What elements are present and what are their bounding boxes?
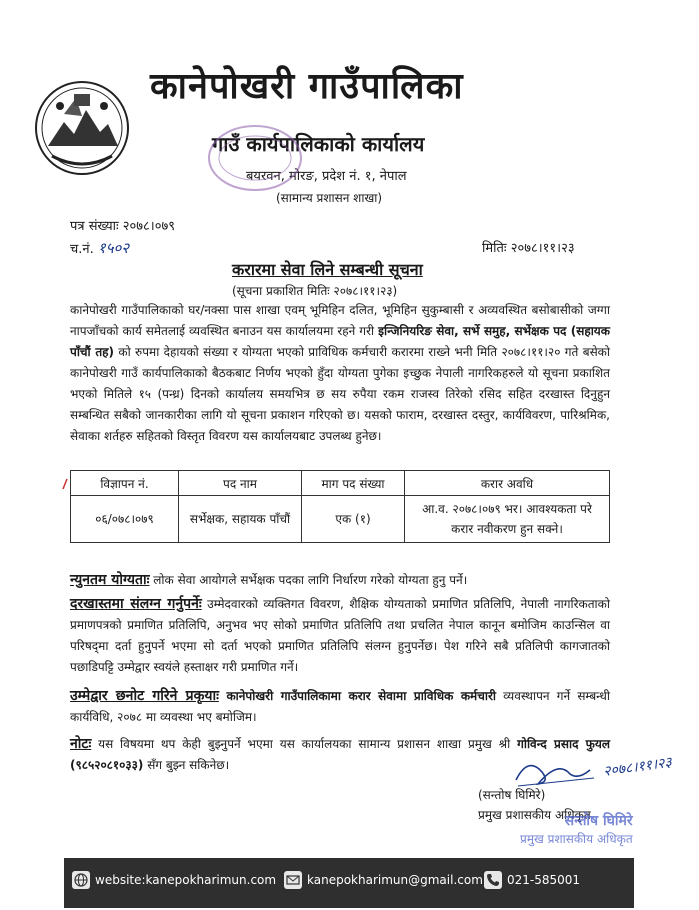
footer-phone — [484, 871, 580, 889]
section-text: उम्मेदवारको व्यक्तिगत विवरण, शैक्षिक योग्यताको प्रमाणित प्रतिलिपि, नेपाली नागरिकताको प्रमाणपत्रको प्रमाणित प्रतिलिपि, अनुभव भए सोको प्रमाणित प्रतिलिपि तथा प्रचलित नेपाल कानून बमोजिम काउन्सिल वा परिषद्‌मा दर्ता हुनुपर्ने भएमा सो दर्ता भएको प्रमाणित प्रतिलिपि संलग्न हुनुपर्नेछ। पेश गरिने सबै प्रतिलिपी कागजातको पछाडिपट्टि उम्मेद्वार स्वयंले हस्ताक्षर गरी प्रमाणित गर्ने। — [70, 597, 610, 674]
dispatch-number — [70, 238, 129, 258]
section-heading: उम्मेद्वार छनोट गरिने प्रकृयाः — [70, 688, 219, 704]
office-address: बयरवन, मोरङ, प्रदेश नं. १, नेपाल — [246, 169, 407, 184]
table-header-cell: करार अवधि — [405, 471, 610, 496]
globe-icon — [72, 871, 90, 889]
section-text: सँग बुझ्न सकिनेछ। — [143, 758, 230, 772]
attachments-section — [70, 594, 610, 678]
contact-person: गोविन्द प्रसाद फुयल (९८५२०८१०३३) — [70, 737, 610, 772]
table-cell: ०६/०७८।०७९ — [71, 496, 179, 543]
table-cell: सर्भेक्षक, सहायक पाँचौं — [179, 496, 302, 543]
body-text-a: कानेपोखरी गाउँपालिकाको घर/नक्सा पास शाखा एवम् भूमिहिन दलित, भूमिहिन सुकुम्बासी र अव्यवस्थित बसोबासीको जग्गा नापजाँचको कार्य समेतलाई व्यवस्थित बनाउन यस कार्यालयमा रहने गरी — [70, 303, 610, 338]
body-text-bold: इन्जिनियरिङ सेवा, सर्भे समुह, सर्भेक्षक पद (सहायक पाँचौं तह) — [70, 324, 610, 359]
section-heading: न्युनतम योग्यताः — [70, 572, 150, 588]
envelope-icon — [284, 871, 302, 889]
stamp-name: सन्तोष घिमिरे — [564, 813, 633, 829]
section-text: व्यवस्थापन गर्ने सम्बन्धी कार्यविधि, २०७८ मा व्यवस्था भए बमोजिम। — [70, 689, 610, 724]
section-heading: नोटः — [70, 736, 92, 752]
website-link[interactable]: website:kanepokharimun.com — [95, 873, 277, 887]
date-label: मितिः — [482, 241, 507, 256]
email-link[interactable]: kanepokharimun@gmail.com — [307, 873, 483, 887]
dispatch-label: च.नं. — [70, 242, 94, 257]
body-text-b: को रुपमा देहायको संख्या र योग्यता भएको प्राविधिक कर्मचारी करारमा राख्ने भनी मिति २०७८।११।२० गते बसेको कानेपोखरी गाउँ कार्यपालिकाको बैठकबाट निर्णय भएको हुँदा योग्यता पुगेका इच्छुक नेपाली नागरिकहरुले यो सूचना प्रकाशित भएको मितिले १५ (पन्ध्र) दिनको कार्यालय समयभित्र छ सय रुपैया रकम राजस्व तिरेको रसिद सहित दरखास्त दिनुहुन सम्बन्धित सबैको जानकारीका लागि यो सूचना प्रकाशन गरिएको छ। यसको फाराम, दरखास्त दस्तुर, कार्यविवरण, पारिश्रमिक, सेवाका शर्तहरु सहितको विस्तृत विवरण यस कार्यालयबाट उपलब्ध हुनेछ। — [70, 345, 611, 443]
signature-date: २०७८।११।२३ — [602, 754, 673, 780]
footer-email — [284, 871, 483, 889]
notice-body-paragraph — [70, 300, 610, 447]
dispatch-value: १५०२ — [97, 239, 130, 257]
table-cell: एक (१) — [302, 496, 405, 543]
nepal-emblem-logo — [30, 76, 134, 180]
reference-label: पत्र संख्याः — [70, 219, 119, 234]
letter-date — [482, 238, 575, 256]
org-title: कानेपोखरी गाउँपालिका — [150, 66, 464, 107]
reference-number — [70, 216, 175, 234]
min-qualification-section — [70, 570, 610, 591]
section-heading: दरखास्तमा संलग्न गर्नुपर्नेः — [70, 596, 202, 612]
table-header-cell: माग पद संख्या — [302, 471, 405, 496]
table-row — [71, 496, 610, 543]
phone-number: 021-585001 — [507, 873, 581, 887]
org-subtitle: गाउँ कार्यपालिकाको कार्यालय — [212, 132, 425, 156]
footer-bar — [64, 858, 634, 908]
red-pen-mark — [62, 478, 68, 490]
office-branch: (सामान्य प्रशासन शाखा) — [276, 191, 383, 205]
section-bold-text: कानेपोखरी गाउँपालिकामा करार सेवामा प्राविधिक कर्मचारी — [218, 689, 496, 703]
office-seal-stamp — [200, 118, 310, 198]
signatory-title: प्रमुख प्रशासकीय अधिकृत — [478, 808, 591, 822]
reference-value: २०७८।०७९ — [122, 219, 176, 234]
signatory-name: (सन्तोष घिमिरे) — [478, 788, 546, 802]
date-value: २०७८।११।२३ — [510, 241, 575, 256]
officer-stamp — [520, 812, 633, 848]
notice-title: करारमा सेवा लिने सम्बन्धी सूचना — [232, 260, 423, 279]
table-header-row — [71, 471, 610, 496]
stamp-title: प्रमुख प्रशासकीय अधिकृत — [520, 832, 633, 846]
table-header-cell: विज्ञापन नं. — [71, 471, 179, 496]
table-cell: आ.व. २०७८।०७९ भर। आवश्यकता परे करार नवीकरण हुन सक्ने। — [405, 496, 610, 543]
footer-website — [72, 871, 276, 889]
selection-process-section — [70, 686, 610, 728]
section-text: लोक सेवा आयोगले सर्भेक्षक पदका लागि निर्धारण गरेको योग्यता हुनु पर्ने। — [149, 573, 468, 587]
table-header-cell: पद नाम — [179, 471, 302, 496]
notice-published-date: (सूचना प्रकाशित मितिः २०७८।११।२३) — [232, 284, 398, 298]
section-text: यस विषयमा थप केही बुझ्नुपर्ने भएमा यस कार्यालयका सामान्य प्रशासन शाखा प्रमुख श्री — [91, 737, 518, 751]
phone-icon — [484, 871, 502, 889]
vacancy-table — [70, 470, 610, 543]
